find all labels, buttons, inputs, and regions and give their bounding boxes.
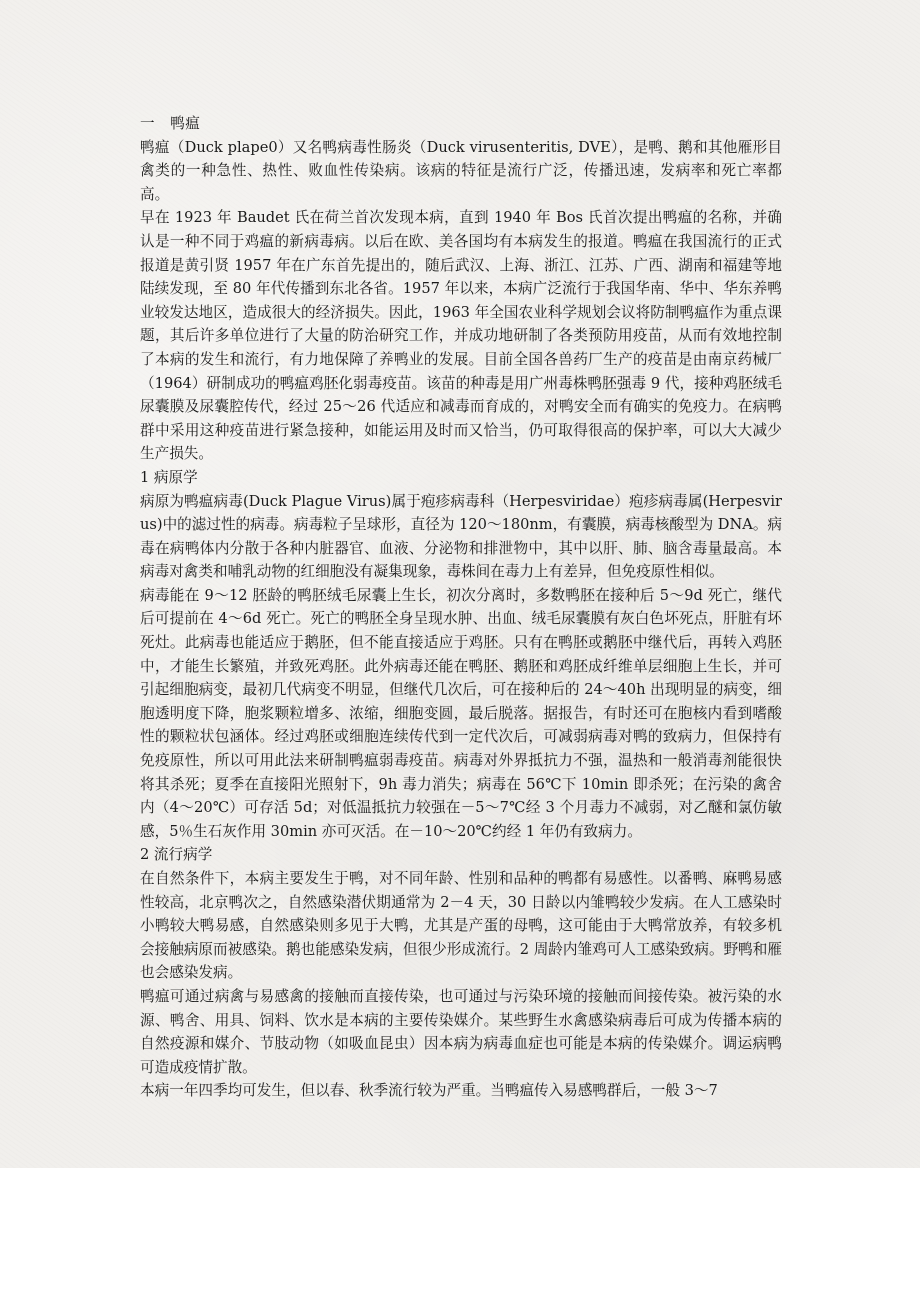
subheading-epidemiology: 2 流行病学 [140,846,213,864]
section-title: 一 鸭瘟 [140,115,201,132]
paragraph-history: 早在 1923 年 Baudet 氏在荷兰首次发现本病，直到 1940 年 Bos 氏首次提出鸭瘟的名称，并确认是一种不同于鸡瘟的新病毒病。以后在欧、美各国均有本病发生的报道。鸭瘟在我国流行的正式报道是黄引贤 1957 年在广东首先提出的，随后武汉、上海、浙江、江苏、广西、湖南和福建等地陆续发现，至 80 年代传播到东北各省。1957 年以来，本病广泛流行于我国华南、华中、华东养鸭业较发达地区，造成很大的经济损失。因此，1963 年全国农业科学规划会议将防制鸭瘟作为重点课题，其后许多单位进行了大量的防治研究工作，并成功地研制了各类预防用疫苗，从而有效地控制了本病的发生和流行，有力地保障了养鸭业的发展。目前全国各兽药厂生产的疫苗是由南京药械厂（1964）研制成功的鸭瘟鸡胚化弱毒疫苗。该苗的种毒是用广州毒株鸭胚强毒 9 代，接种鸡胚绒毛尿囊膜及尿囊腔传代，经过 25～26 代适应和减毒而育成的，对鸭安全而有确实的免疫力。在病鸭群中采用这种疫苗进行紧急接种，如能运用及时而又恰当，仍可取得很高的保护率，可以大大减少生产损失。 [140,209,782,463]
paragraph-seasonality: 本病一年四季均可发生，但以春、秋季流行较为严重。当鸭瘟传入易感鸭群后，一般 3～7 [140,1082,718,1100]
paragraph-transmission: 鸭瘟可通过病禽与易感禽的接触而直接传染，也可通过与污染环境的接触而间接传染。被污染的水源、鸭舍、用具、饲料、饮水是本病的主要传染媒介。某些野生水禽感染病毒后可成为传播本病的自然疫源和媒介、节肢动物（如吸血昆虫）因本病为病毒血症也可能是本病的传染媒介。调运病鸭可造成疫情扩散。 [140,987,782,1076]
document-body [140,112,782,1103]
paragraph-susceptibility: 在自然条件下，本病主要发生于鸭，对不同年龄、性别和品种的鸭都有易感性。以番鸭、麻鸭易感性较高，北京鸭次之，自然感染潜伏期通常为 2－4 天，30 日龄以内雏鸭较少发病。在人工感染时小鸭较大鸭易感，自然感染则多见于大鸭，尤其是产蛋的母鸭，这可能由于大鸭常放养，有较多机会接触病原而被感染。鹅也能感染发病，但很少形成流行。2 周龄内雏鸡可人工感染致病。野鸭和雁也会感染发病。 [140,870,782,982]
subheading-etiology: 1 病原学 [140,468,198,486]
paragraph-etiology: 病原为鸭瘟病毒(Duck Plague Virus)属于疱疹病毒科（Herpesviridae）疱疹病毒属(Herpesvirus)中的滤过性的病毒。病毒粒子呈球形，直径为 120～180nm，有囊膜，病毒核酸型为 DNA。病毒在病鸭体内分散于各种内脏器官、血液、分泌物和排泄物中，其中以肝、肺、脑含毒量最高。本病毒对禽类和哺乳动物的红细胞没有凝集现象，毒株间在毒力上有差异，但免疫原性相似。 [140,492,783,581]
paragraph-intro: 鸭瘟（Duck plape0）又名鸭病毒性肠炎（Duck virusenteritis, DVE），是鸭、鹅和其他雁形目禽类的一种急性、热性、败血性传染病。该病的特征是流行广泛，传播迅速，发病率和死亡率都高。 [140,138,782,203]
paragraph-virus-culture: 病毒能在 9～12 胚龄的鸭胚绒毛尿囊上生长，初次分离时，多数鸭胚在接种后 5～9d 死亡，继代后可提前在 4～6d 死亡。死亡的鸭胚全身呈现水肿、出血、绒毛尿囊膜有灰白色坏死点，肝脏有坏死灶。此病毒也能适应于鹅胚，但不能直接适应于鸡胚。只有在鸭胚或鹅胚中继代后，再转入鸡胚中，才能生长繁殖，并致死鸡胚。此外病毒还能在鸭胚、鹅胚和鸡胚成纤维单层细胞上生长，并可引起细胞病变，最初几代病变不明显，但继代几次后，可在接种后的 24～40h 出现明显的病变，细胞透明度下降，胞浆颗粒增多、浓缩，细胞变圆，最后脱落。据报告，有时还可在胞核内看到嗜酸性的颗粒状包涵体。经过鸡胚或细胞连续传代到一定代次后，可减弱病毒对鸭的致病力，但保持有免疫原性，所以可用此法来研制鸭瘟弱毒疫苗。病毒对外界抵抗力不强，温热和一般消毒剂能很快将其杀死；夏季在直接阳光照射下，9h 毒力消失；病毒在 56℃下 10min 即杀死；在污染的禽舍内（4～20℃）可存活 5d；对低温抵抗力较强在－5～7℃经 3 个月毒力不减弱，对乙醚和氯仿敏感，5％生石灰作用 30min 亦可灭活。在－10～20℃约经 1 年仍有致病力。 [140,586,782,840]
